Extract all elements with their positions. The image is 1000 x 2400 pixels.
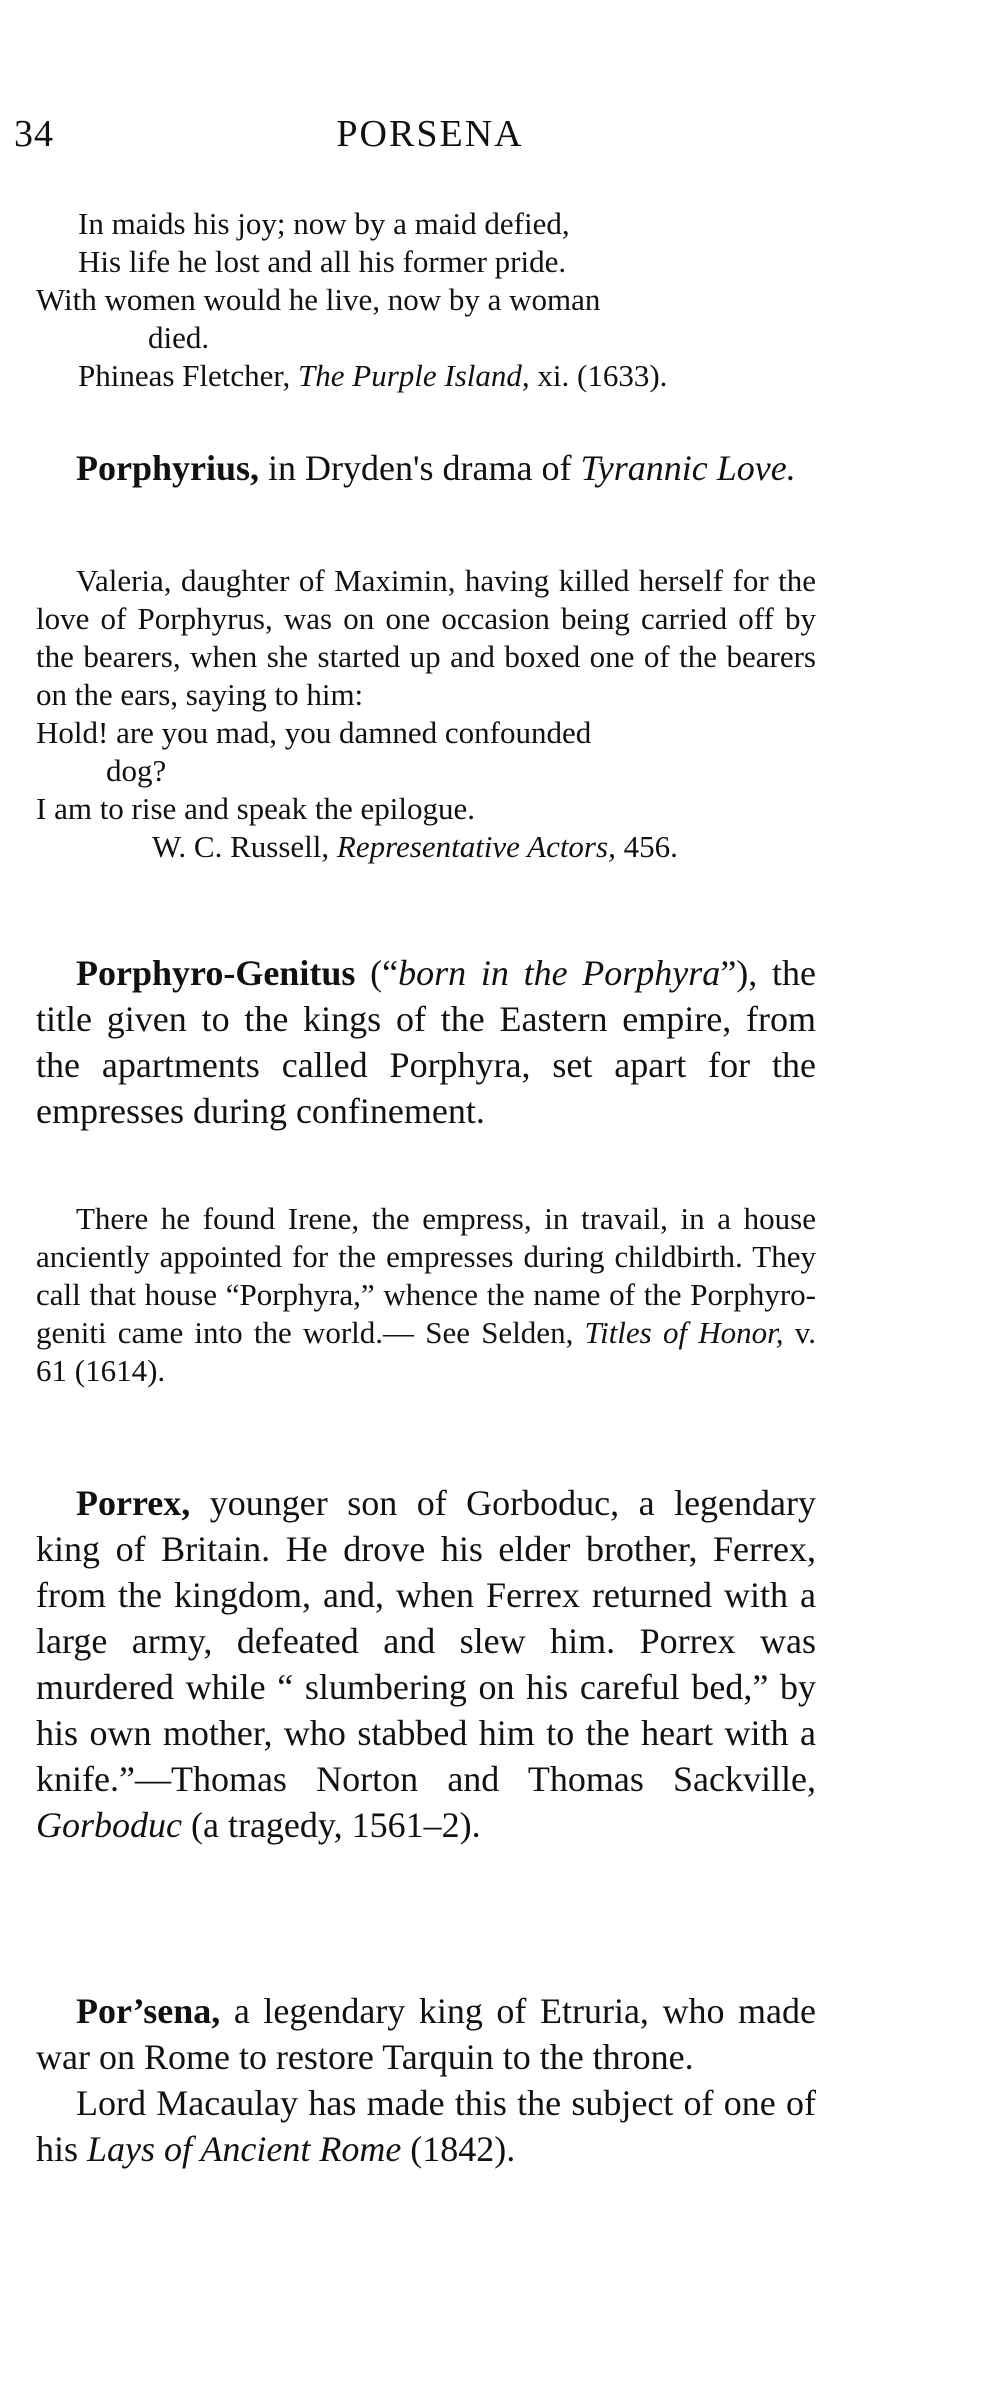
entry-headword: Porrex, [76, 1483, 191, 1523]
gloss-close: ”), [720, 953, 758, 993]
entry-tail: (a tragedy, 1561–2). [191, 1805, 481, 1845]
quote-verse: I am to rise and speak the epilogue. [36, 791, 476, 826]
entry-headword: Por’sena, [76, 1991, 221, 2031]
entry-paragraph-tail: (1842). [410, 2129, 516, 2169]
entry-headword: Porphyro-Genitus [76, 953, 356, 993]
entry-title: Gorboduc [36, 1805, 182, 1845]
citation-author: W. C. Russell, [152, 829, 330, 864]
page-number: 34 [14, 113, 54, 155]
citation-title: Representative Actors, [336, 829, 616, 864]
entry-paragraph-title: Lays of Ancient Rome [87, 2129, 402, 2169]
quote-verse: dog? [106, 753, 167, 788]
entry-title: Tyrannic Love. [580, 448, 796, 488]
entry-text: the title given to the kings of the Eastern empire, from the apartments called Porphyra, set apart for the empresses during confinement. [36, 953, 817, 1131]
entry-porrex [36, 1480, 816, 1848]
entry-text: a legendary king of Etruria, who made war on Rome to restore Tarquin to the throne. [36, 1991, 816, 2077]
verse-line: died. [148, 320, 210, 355]
quote-text: There he found Irene, the empress, in travail, in a house anciently appointed for the empresses during childbirth. They call that house “Porphyra,” whence the name of the Porphyro-geniti came into the world.— See Selden, [36, 1201, 816, 1350]
verse-line: His life he lost and all his former pride. [78, 244, 567, 279]
quote-text: Valeria, daughter of Maximin, having killed herself for the love of Porphyrus, was on one occasion being carried off by the bearers, when she started up and boxed one of the bearers on the ears, saying to him: [36, 563, 816, 712]
quote-verse: Hold! are you mad, you damned confounded [36, 715, 592, 750]
citation-ref: 456. [623, 829, 678, 864]
entry-headword: Porphyrius, [76, 448, 260, 488]
citation-author: Phineas Fletcher, [78, 358, 291, 393]
quote-porphyro-genitus [36, 1200, 816, 1390]
entry-gloss: born in the Porphyra [398, 953, 721, 993]
verse-line: With women would he live, now by a woman [36, 282, 601, 317]
quote-citation [36, 828, 816, 866]
quote-porphyrius [36, 562, 816, 866]
quote-title: Titles of Honor, [584, 1315, 784, 1350]
entry-text: younger son of Gorboduc, a legendary king of Britain. He drove his elder brother, Ferrex, from the kingdom, and, when Ferrex returned with a large army, defeated and slew him. Porrex was murdered while “ slumbering on his careful bed,” by his own mother, who stabbed him to the heart with a knife.”—Thomas Norton and Thomas Sackville, [36, 1483, 816, 1799]
citation-ref: xi. (1633). [537, 358, 668, 393]
page-header [0, 112, 1000, 172]
citation-title: The Purple Island, [298, 358, 530, 393]
entry-text: in Dryden's drama of [268, 448, 572, 488]
gloss-open: (“ [370, 953, 399, 993]
verse-line: In maids his joy; now by a maid defied, [78, 206, 570, 241]
entry-paragraph-text: Lord Macaulay has made this the subject of one of his [36, 2083, 816, 2169]
entry-porphyro-genitus [36, 950, 816, 1134]
verse-quotation [36, 205, 816, 395]
verse-citation [36, 357, 816, 395]
quote-ref: v. 61 (1614). [36, 1315, 817, 1388]
entry-porphyrius [36, 445, 816, 491]
running-head: PORSENA [336, 113, 524, 155]
entry-porsena [36, 1988, 816, 2172]
